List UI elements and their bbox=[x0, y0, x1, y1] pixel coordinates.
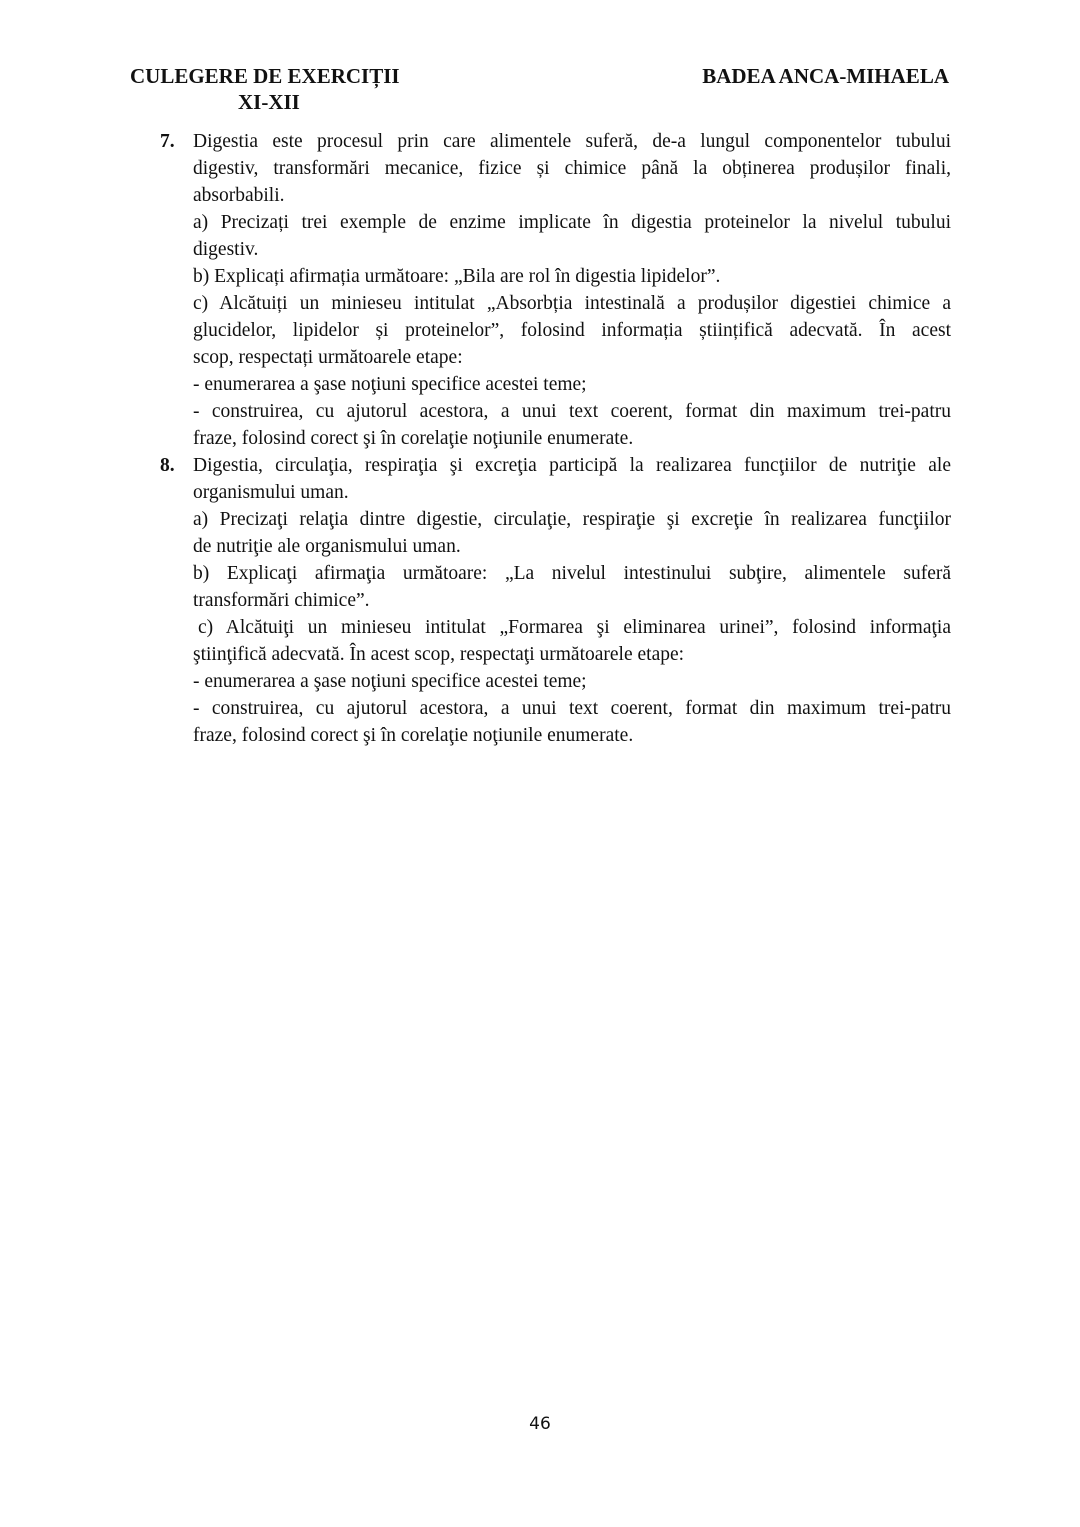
text-line: scop, respectați următoarele etape: bbox=[193, 347, 463, 368]
text-line: - enumerarea a şase noţiuni specifice acestei teme; bbox=[193, 374, 587, 395]
text-line: c) Alcătuiți un minieseu intitulat „Absorbția intestinală a produșilor digestiei chimice a bbox=[193, 293, 951, 314]
header-author: BADEA ANCA-MIHAELA bbox=[702, 64, 949, 88]
text-line: Digestia, circulaţia, respiraţia şi excreţia participă la realizarea funcţiilor de nutriţie ale bbox=[193, 455, 951, 476]
exercise-list bbox=[160, 128, 951, 749]
text-line: absorbabili. bbox=[193, 185, 285, 206]
header-book-title: CULEGERE DE EXERCIȚII bbox=[130, 64, 400, 88]
text-line: - enumerarea a şase noţiuni specifice acestei teme; bbox=[193, 671, 587, 692]
text-line: fraze, folosind corect şi în corelaţie noţiunile enumerate. bbox=[193, 428, 634, 449]
exercise-7 bbox=[160, 128, 951, 452]
text-line: b) Explicați afirmația următoare: „Bila are rol în digestia lipidelor”. bbox=[193, 266, 721, 287]
text-line: digestiv, transformări mecanice, fizice și chimice până la obținerea produșilor finali, bbox=[193, 158, 951, 179]
text-line: de nutriţie ale organismului uman. bbox=[193, 536, 461, 557]
text-line: a) Precizaţi relaţia dintre digestie, circulaţie, respiraţie şi excreţie în realizarea funcţiilor bbox=[193, 509, 951, 530]
exercise-number: 8. bbox=[160, 455, 175, 476]
text-line: a) Precizați trei exemple de enzime implicate în digestia proteinelor la nivelul tubului bbox=[193, 212, 951, 233]
text-line: - construirea, cu ajutorul acestora, a unui text coerent, format din maximum trei-patru bbox=[193, 401, 951, 422]
text-line: organismului uman. bbox=[193, 482, 349, 503]
exercise-number: 7. bbox=[160, 131, 175, 152]
page-number: 46 bbox=[529, 1414, 551, 1434]
text-line: ştiinţifică adecvată. În acest scop, respectaţi următoarele etape: bbox=[193, 644, 685, 665]
text-line: Digestia este procesul prin care alimentele suferă, de-a lungul componentelor tubului bbox=[193, 131, 951, 152]
text-line: fraze, folosind corect şi în corelaţie noţiunile enumerate. bbox=[193, 725, 634, 746]
text-line: b) Explicaţi afirmaţia următoare: „La nivelul intestinului subţire, alimentele suferă bbox=[193, 563, 951, 584]
text-line: - construirea, cu ajutorul acestora, a unui text coerent, format din maximum trei-patru bbox=[193, 698, 951, 719]
text-line: digestiv. bbox=[193, 239, 259, 260]
text-line: glucidelor, lipidelor și proteinelor”, folosind informația științifică adecvată. În acest bbox=[193, 320, 951, 341]
header-grade: XI-XII bbox=[238, 90, 300, 114]
text-line: c) Alcătuiţi un minieseu intitulat „Formarea şi eliminarea urinei”, folosind informaţia bbox=[198, 617, 951, 638]
exercise-8 bbox=[160, 452, 951, 749]
text-line: transformări chimice”. bbox=[193, 590, 370, 611]
